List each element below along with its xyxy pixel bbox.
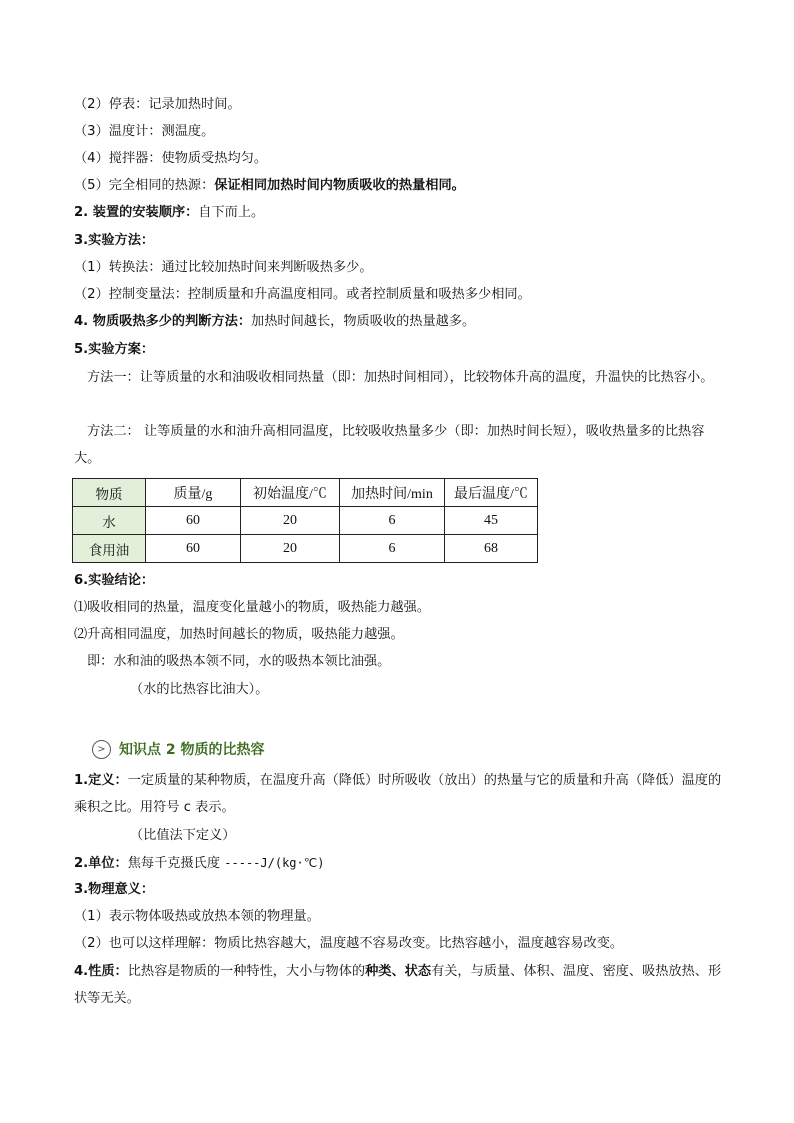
table-header-cell: 最后温度/℃ [445,479,538,507]
table-cell: 食用油 [73,535,146,563]
table-header-cell: 物质 [73,479,146,507]
text-span: 焦每千克摄氏度 [127,856,225,871]
text-span: 自下而上。 [198,205,265,220]
section-heading: 4. 物质吸热多少的判断方法： [74,314,252,329]
text-line: （3）温度计：测温度。 [74,124,215,139]
text-span: 有关，与质量、体积、温度、密度、吸热放热、形状等无关。 [74,964,722,1006]
section-heading: 3.实验方法： [74,233,155,248]
section-heading: 5.实验方案： [74,342,155,357]
text-line: 即：水和油的吸热本领不同，水的吸热本领比油强。 [87,654,391,669]
table-cell: 20 [241,507,340,535]
knowledge-point-title: 知识点 2 物质的比热容 [119,742,265,758]
section-heading: 2.单位： [74,856,128,871]
table-header-cell: 加热时间/min [340,479,445,507]
circle-arrow-icon: > [92,740,111,759]
table-cell: 45 [445,507,538,535]
text-line [74,204,264,222]
table-cell: 60 [146,507,241,535]
table-header-cell: 质量/g [146,479,241,507]
text-line [74,313,475,331]
text-line: （2）控制变量法：控制质量和升高温度相同。或者控制质量和吸热多少相同。 [74,287,531,302]
paragraph [74,767,724,821]
table-cell: 水 [73,507,146,535]
bold-text: 保证相同加热时间内物质吸收的热量相同。 [214,178,465,193]
text-line: （水的比热容比油大）。 [130,682,269,697]
text-span: 比热容是物质的一种特性，大小与物体的 [127,964,366,979]
section-heading: 3.物理意义： [74,882,155,897]
text-line: （4）搅拌器：使物质受热均匀。 [74,151,268,166]
paragraph [74,958,724,1012]
text-span: 一定质量的某种物质，在温度升高（降低）时所吸收（放出）的热量与它的质量和升高（降低）温度的乘积之比。用符号 c 表示。 [74,773,722,815]
section-heading: 4.性质： [74,964,128,979]
table-cell: 60 [146,535,241,563]
section-heading: 2. 装置的安装顺序： [74,205,199,220]
text-line [74,177,465,195]
table-cell: 68 [445,535,538,563]
paragraph: 方法一：让等质量的水和油吸收相同热量（即：加热时间相同），比较物体升高的温度，升温快的比热容小。 [87,370,714,385]
text-span: （5）完全相同的热源： [74,178,215,193]
paragraph: 方法二： 让等质量的水和油升高相同温度，比较吸收热量多少（即：加热时间长短），吸收热量多的比热容大。 [74,424,705,466]
text-line [74,854,324,873]
experiment-table [72,478,538,563]
table-row [73,507,538,535]
table-cell: 6 [340,535,445,563]
text-line: （1）转换法：通过比较加热时间来判断吸热多少。 [74,260,373,275]
text-span: 加热时间越长，物质吸收的热量越多。 [251,314,476,329]
table-cell: 20 [241,535,340,563]
text-line: （比值法下定义） [130,828,236,843]
text-line: ⑴吸收相同的热量，温度变化量越小的物质，吸热能力越强。 [74,600,431,615]
section-heading: 1.定义： [74,773,128,788]
table-header-row [73,479,538,507]
text-line: （1）表示物体吸热或放热本领的物理量。 [74,909,320,924]
text-line: ⑵升高相同温度，加热时间越长的物质，吸热能力越强。 [74,627,404,642]
unit-text: -----J/(kg·℃) [224,856,325,870]
text-line: （2）停表：记录加热时间。 [74,97,241,112]
text-line: （2）也可以这样理解：物质比热容越大，温度越不容易改变。比热容越小，温度越容易改变。 [74,936,624,951]
table-header-cell: 初始温度/℃ [241,479,340,507]
bold-text: 种类、状态 [365,964,432,979]
knowledge-point-header [92,738,265,760]
table-cell: 6 [340,507,445,535]
table-row [73,535,538,563]
section-heading: 6.实验结论： [74,573,155,588]
